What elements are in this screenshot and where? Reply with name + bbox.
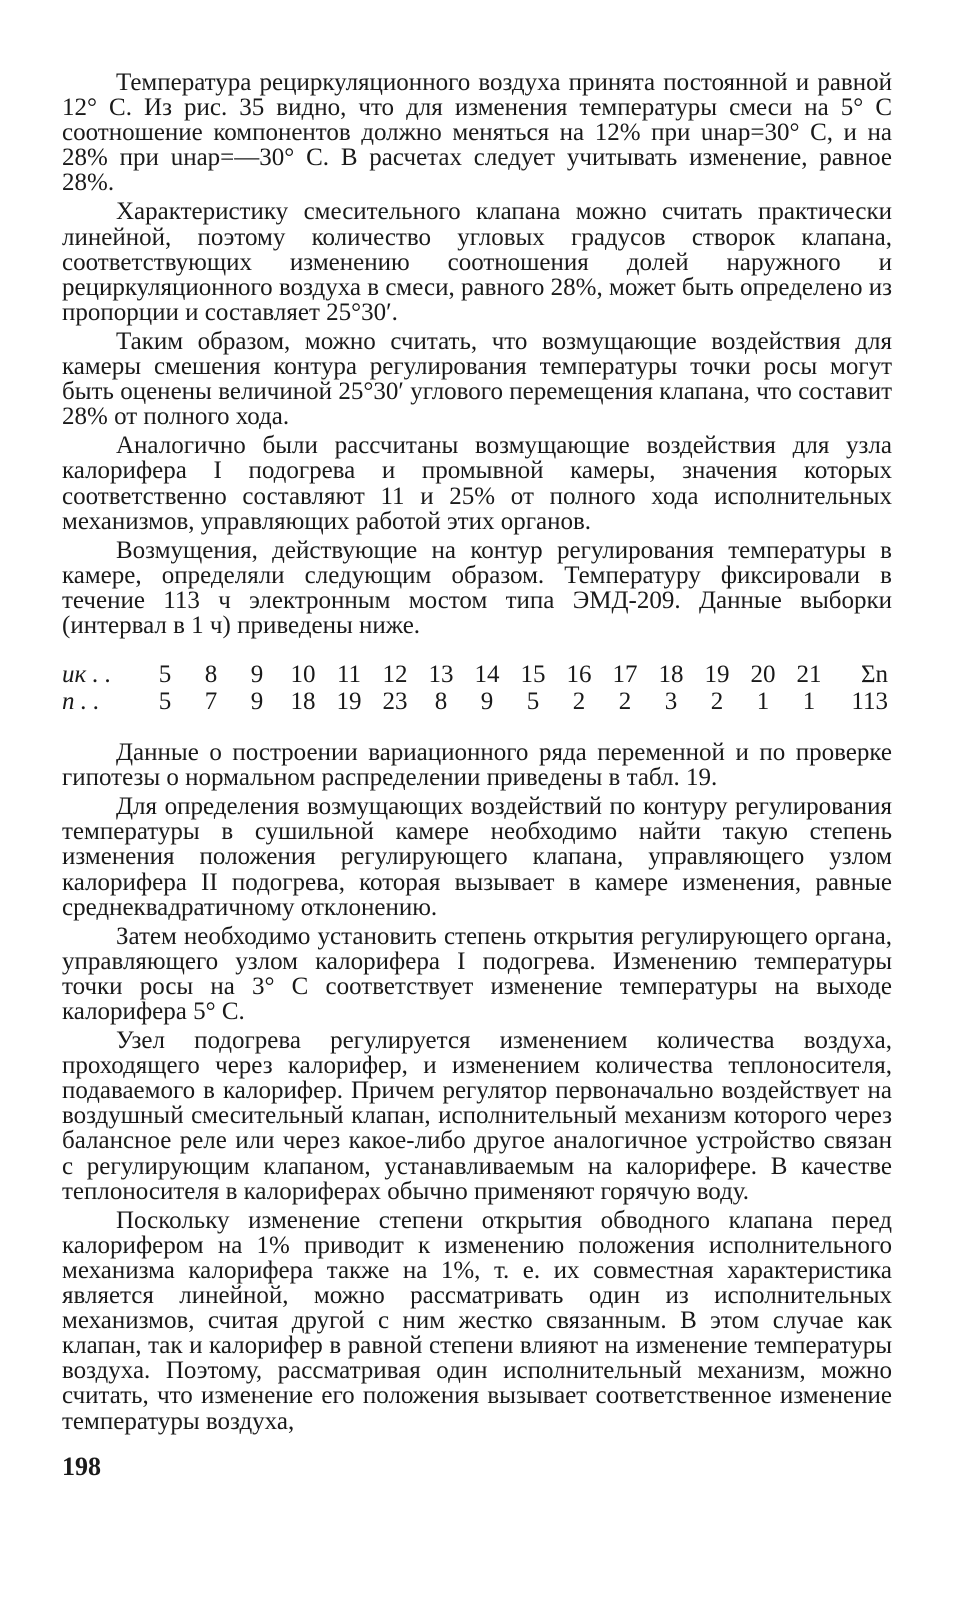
row-label-uk: uк . . bbox=[62, 661, 112, 689]
paragraph-7: Для определения возмущающих воздействий по контуру регулирования температуры в сушильной камере необходимо найти такую степень изменения положения регулирующего клапана, управляющего узлом калорифера II подогрева, которая вызывает в камере изменения, равные среднеквадратичному отклонению. bbox=[62, 793, 892, 921]
table-cell: 2 bbox=[710, 688, 724, 716]
table-cell: 5 bbox=[158, 661, 172, 689]
table-cell: 18 bbox=[290, 688, 316, 716]
table-cell: 1 bbox=[802, 688, 816, 716]
table-cell: 3 bbox=[664, 688, 678, 716]
table-cell: 12 bbox=[382, 661, 408, 689]
paragraph-6: Данные о построении вариационного ряда переменной и по проверке гипотезы о нормальном распределении приведены в табл. 19. bbox=[62, 739, 892, 792]
table-cell: 9 bbox=[480, 688, 494, 716]
page-number: 198 bbox=[62, 1452, 101, 1481]
table-cell: 1 bbox=[756, 688, 770, 716]
paragraph-3: Таким образом, можно считать, что возмущающие воздействия для камеры смешения контура регулирования температуры точки росы могут быть оценены величиной 25°30′ углового перемещения клапана, что составит 28% от полного хода. bbox=[62, 327, 892, 431]
paragraph-1: Температура рециркуляционного воздуха принята постоянной и равной 12° С. Из рис. 35 видно, что для изменения температуры смеси на 5° С соотношение компонентов должно меняться на 12% при uнар=30° С, и на 28% при uнар=—30° С. В расчетах следует учитывать изменение, равное 28%. bbox=[62, 69, 892, 197]
table-cell: 2 bbox=[572, 688, 586, 716]
table-cell: 8 bbox=[434, 688, 448, 716]
paragraph-2: Характеристику смесительного клапана можно считать практически линейной, поэтому количество угловых градусов створок клапана, соответствующих изменению соотношения долей наружного и рециркуляционного воздуха в смеси, равного 28%, может быть определено из пропорции и составляет 25°30′. bbox=[62, 198, 892, 326]
table-row-uk bbox=[62, 662, 892, 689]
table-cell-sum: 113 bbox=[851, 688, 888, 716]
paragraph-10: Поскольку изменение степени открытия обводного клапана перед калорифером на 1% приводит к изменению положения исполнительного механизма калорифера также на 1%, т. е. их совместная характеристика является линейной, можно рассматривать один из исполнительных механизмов, считая другой с ним жестко связанным. В этом случае как клапан, так и калорифер в равной степени влияют на изменение температуры воздуха. Поэтому, рассматривая один исполнительный механизм, можно считать, что изменение его положения вызывает соответственное изменение температуры воздуха, bbox=[62, 1206, 892, 1435]
table-cell: 5 bbox=[526, 688, 540, 716]
table-cell: 19 bbox=[704, 661, 730, 689]
table-cell: 10 bbox=[290, 661, 316, 689]
table-cell: 17 bbox=[612, 661, 638, 689]
table-cell: 11 bbox=[336, 661, 362, 689]
table-cell: 7 bbox=[204, 688, 218, 716]
table-cell: 21 bbox=[796, 661, 822, 689]
table-row-n bbox=[62, 689, 892, 716]
table-cell: 9 bbox=[250, 661, 264, 689]
table-cell: 8 bbox=[204, 661, 218, 689]
table-cell: 18 bbox=[658, 661, 684, 689]
table-cell: 16 bbox=[566, 661, 592, 689]
table-cell: 15 bbox=[520, 661, 546, 689]
data-table bbox=[62, 662, 892, 716]
table-cell-sum-header: Σn bbox=[860, 661, 888, 689]
paragraph-5: Возмущения, действующие на контур регулирования температуры в камере, определяли следующим образом. Температуру фиксировали в течение 113 ч электронным мостом типа ЭМД-209. Данные выборки (интервал в 1 ч) приведены ниже. bbox=[62, 536, 892, 639]
paragraph-9: Узел подогрева регулируется изменением количества воздуха, проходящего через калорифер, и изменением количества теплоносителя, подаваемого в калорифер. Причем регулятор первоначально воздействует на воздушный смесительный клапан, исполнительный механизм которого через балансное реле или через какое-либо другое аналогичное устройство связан с регулирующим клапаном, устанавливаемым на калорифере. В качестве теплоносителя в калориферах обычно применяют горячую воду. bbox=[62, 1027, 892, 1205]
table-cell: 20 bbox=[750, 661, 776, 689]
table-cell: 13 bbox=[428, 661, 454, 689]
paragraph-4: Аналогично были рассчитаны возмущающие воздействия для узла калорифера I подогрева и промывной камеры, значения которых соответственно составляют 11 и 25% от полного хода исполнительных механизмов, управляющих работой этих органов. bbox=[62, 432, 892, 535]
table-cell: 19 bbox=[336, 688, 362, 716]
table-cell: 14 bbox=[474, 661, 500, 689]
paragraph-8: Затем необходимо установить степень открытия регулирующего органа, управляющего узлом калорифера I подогрева. Изменению температуры точки росы на 3° С соответствует изменение температуры на выходе калорифера 5° С. bbox=[62, 922, 892, 1025]
table-cell: 23 bbox=[382, 688, 408, 716]
table-cell: 2 bbox=[618, 688, 632, 716]
table-cell: 9 bbox=[250, 688, 264, 716]
row-label-n: n . . bbox=[62, 688, 100, 716]
page-body bbox=[62, 70, 892, 1438]
table-cell: 5 bbox=[158, 688, 172, 716]
